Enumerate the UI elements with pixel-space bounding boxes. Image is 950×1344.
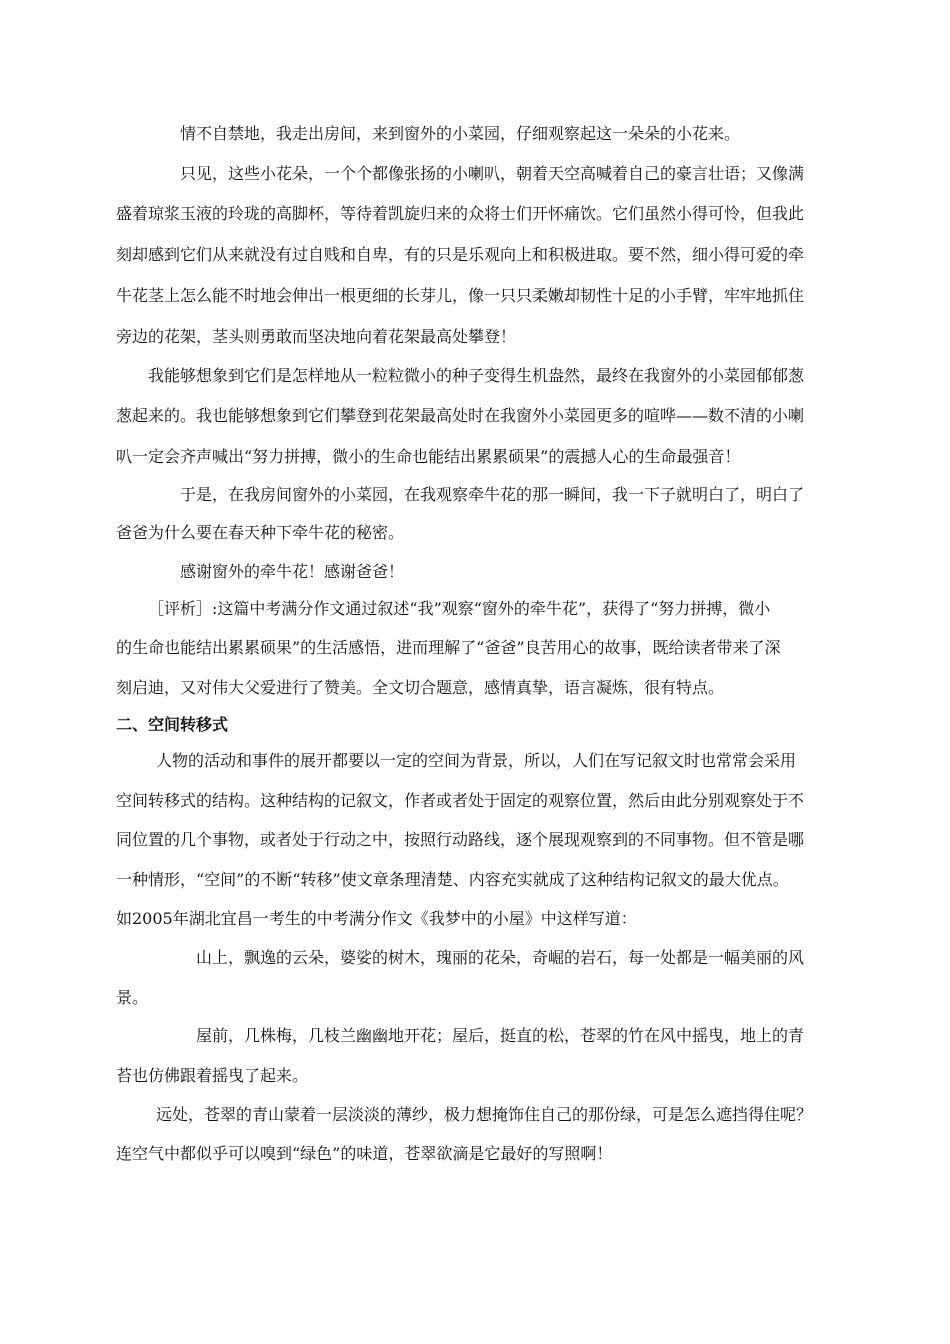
text-line: 如2005年湖北宜昌一考生的中考满分作文《我梦中的小屋》中这样写道： (116, 909, 637, 928)
text-line: 刻却感到它们从来就没有过自贱和自卑，有的只是乐观向上和积极进取。要不然，细小得可爱的牵 (116, 245, 805, 264)
text-line: 于是，在我房间窗外的小菜园，在我观察牵牛花的那一瞬间，我一下子就明白了，明白了 (180, 485, 805, 504)
text-line: 连空气中都似乎可以嗅到“绿色”的味道，苍翠欲滴是它最好的写照啊！ (116, 1144, 613, 1163)
text-line: 葱起来的。我也能够想象到它们攀登到花架最高处时在我窗外小菜园更多的喧哗——数不清的小喇 (116, 406, 805, 425)
text-line: 情不自禁地，我走出房间，来到窗外的小菜园，仔细观察起这一朵朵的小花来。 (180, 124, 741, 143)
text-line: 刻启迪，又对伟大父爱进行了赞美。全文切合题意，感情真挚，语言凝炼，很有特点。 (116, 678, 725, 697)
text-line: 只见，这些小花朵，一个个都像张扬的小喇叭，朝着天空高喊着自己的豪言壮语；又像满 (180, 164, 805, 183)
text-line: 盛着琼浆玉液的玲珑的高脚杯，等待着凯旋归来的众将士们开怀痛饮。它们虽然小得可怜，但我此 (116, 204, 805, 223)
text-line: 一种情形，“空间”的不断“转移”使文章条理清楚、内容充实就成了这种结构记叙文的最大优点。 (116, 870, 789, 889)
text-line: 爸爸为什么要在春天种下牵牛花的秘密。 (116, 523, 405, 542)
text-line: 山上，飘逸的云朵，婆娑的树木，瑰丽的花朵，奇崛的岩石，每一处都是一幅美丽的风 (196, 948, 805, 967)
text-line: 旁边的花架，茎头则勇敢而坚决地向着花架最高处攀登！ (116, 327, 517, 346)
text-line: 苔也仿佛跟着摇曳了起来。 (116, 1066, 309, 1085)
text-line: 同位置的几个事物，或者处于行动之中，按照行动路线，逐个展现观察到的不同事物。但不管是哪 (116, 830, 805, 849)
text-line: 的生命也能结出累累硕果”的生活感悟，进而理解了“爸爸”良苦用心的故事，既给读者带来了深 (116, 638, 781, 657)
text-line: 我能够想象到它们是怎样地从一粒粒微小的种子变得生机盎然，最终在我窗外的小菜园郁郁葱 (148, 366, 805, 385)
section-heading: 二、空间转移式 (116, 715, 229, 734)
text-line: 屋前，几株梅，几枝兰幽幽地开花；屋后，挺直的松，苍翠的竹在风中摇曳，地上的青 (196, 1026, 805, 1045)
text-line: 感谢窗外的牵牛花！感谢爸爸！ (180, 562, 405, 581)
text-line: 远处，苍翠的青山蒙着一层淡淡的薄纱，极力想掩饰住自己的那份绿，可是怎么遮挡得住呢？ (156, 1105, 813, 1124)
text-line: ［评析］:这篇中考满分作文通过叙述“我”观察“窗外的牵牛花”，获得了“努力拼搏，微小 (148, 599, 771, 618)
text-line: 叭一定会齐声喊出“努力拼搏，微小的生命也能结出累累硕果”的震撼人心的生命最强音！ (116, 447, 741, 466)
text-line: 空间转移式的结构。这种结构的记叙文，作者或者处于固定的观察位置，然后由此分别观察处于不 (116, 791, 805, 810)
text-line: 景。 (116, 988, 149, 1007)
text-line: 人物的活动和事件的展开都要以一定的空间为背景，所以，人们在写记叙文时也常常会采用 (156, 751, 797, 770)
text-line: 牛花茎上怎么能不时地会伸出一根更细的长芽儿，像一只只柔嫩却韧性十足的小手臂，牢牢地抓住 (116, 286, 805, 305)
